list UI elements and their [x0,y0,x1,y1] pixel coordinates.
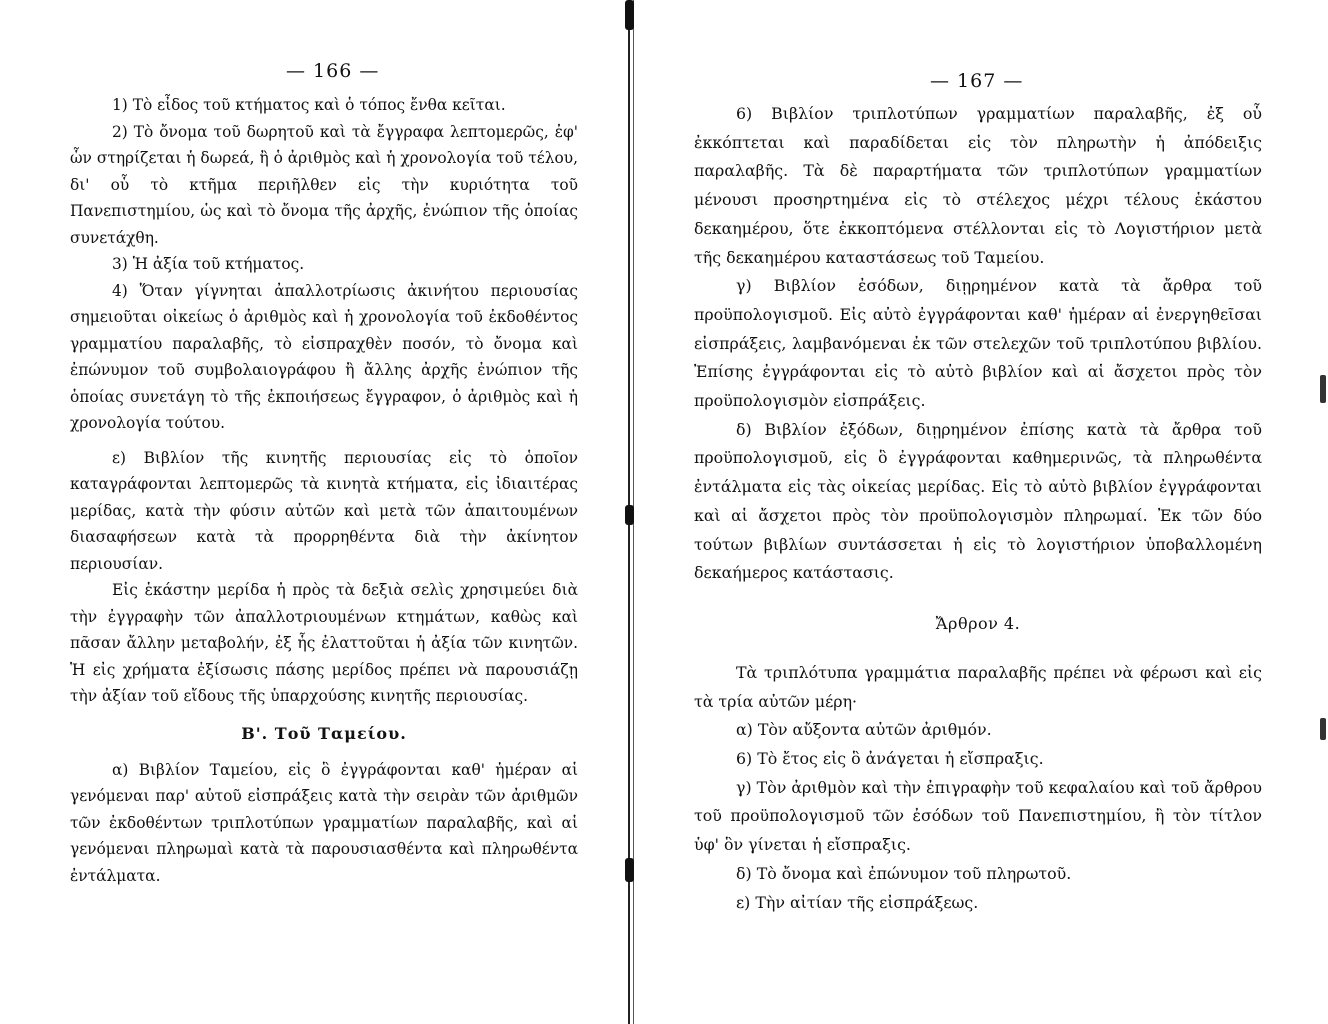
gutter-blot-middle [625,505,634,525]
left-paragraph-5: ε) Βιβλίον τῆς κινητῆς περιουσίας εἰς τὸ ὁποῖον καταγράφονται λεπτομερῶς τὰ κινητὰ κτήματα, εἰς ἰδιαιτέρας μερίδας, κατὰ τὴν φύσιν αὐτῶν καὶ μετὰ τῶν ἀπαιτουμένων διασαφήσεων κατὰ τὰ προρρηθέντα διὰ τὴν ἀκίνητον περιουσίαν. [70,448,578,573]
gutter-blot-top [625,0,634,30]
left-page-number: — 166 — [286,60,380,82]
left-page [0,0,626,1024]
right-page-number: — 167 — [930,70,1024,92]
section-heading: Β'. Τοῦ Ταμείου. [241,723,407,743]
gutter-blot-lower [625,858,634,882]
left-paragraph-7: α) Βιβλίον Ταμείου, εἰς ὃ ἐγγράφονται καθ' ἡμέραν αἱ γενόμεναι παρ' αὐτοῦ εἰσπράξεις κατὰ τὴν σειρὰν τῶν ἀριθμῶν τῶν ἐκδοθέντων τριπλοτύπων γραμματίων παραλαβῆς, καὶ αἱ γενόμεναι πληρωμαὶ κατὰ τὰ παρουσιασθέντα καὶ πληρωθέντα ἐντάλματα. [70,760,578,885]
left-paragraph-3: 3) Ἡ ἀξία τοῦ κτήματος. [112,255,305,273]
left-paragraph-6: Εἰς ἑκάστην μερίδα ἡ πρὸς τὰ δεξιὰ σελὶς χρησιμεύει διὰ τὴν ἐγγραφὴν τῶν ἀπαλλοτριουμένων κτημάτων, καθὼς καὶ πᾶσαν ἄλλην μεταβολήν, ἐξ ἧς ἐλαττοῦται ἡ ἀξία τῶν κινητῶν. Ἡ εἰς χρήματα ἐξίσωσις πάσης μερίδος πρέπει νὰ παρουσιάζῃ τὴν ἀξίαν τοῦ εἴδους τῆς ὑπαρχούσης κινητῆς περιουσίας. [70,581,578,705]
right-edge-mark-2 [1320,718,1326,740]
right-paragraph-4: Τὰ τριπλότυπα γραμμάτια παραλαβῆς πρέπει νὰ φέρωσι καὶ εἰς τὰ τρία αὐτῶν μέρη· [694,662,1262,711]
right-paragraph-2: γ) Βιβλίον ἐσόδων, διῃρημένον κατὰ τὰ ἄρθρα τοῦ προϋπολογισμοῦ. Εἰς αὐτὸ ἐγγράφονται καθ' ἡμέραν αἱ ἐνεργηθεῖσαι εἰσπράξεις, λαμβανόμεναι ἐκ τῶν στελεχῶν τοῦ τριπλοτύπου βιβλίου. Ἐπίσης ἐγγράφονται εἰς τὸ αὐτὸ βιβλίον καὶ αἱ ἄσχετοι πρὸς τὸν προϋπολογισμὸν εἰσπράξεις. [694,276,1262,411]
left-paragraph-1: 1) Τὸ εἶδος τοῦ κτήματος καὶ ὁ τόπος ἔνθα κεῖται. [112,96,506,114]
right-edge-mark-1 [1320,375,1326,403]
left-paragraph-2: 2) Τὸ ὄνομα τοῦ δωρητοῦ καὶ τὰ ἔγγραφα λεπτομερῶς, ἐφ' ὧν στηρίζεται ἡ δωρεά, ἢ ὁ ἀριθμὸς καὶ ἡ χρονολογία τοῦ τέλου, δι' οὗ τὸ κτῆμα περιῆλθεν εἰς τὴν κυριότητα τοῦ Πανεπιστημίου, ὡς καὶ τὸ ὄνομα τῆς ἀρχῆς, ἐνώπιον τῆς ὁποίας συνετάχθη. [70,122,578,247]
right-list-item-d: δ) Τὸ ὄνομα καὶ ἐπώνυμον τοῦ πληρωτοῦ. [736,863,1072,883]
left-page-text [70,92,578,889]
right-list-item-e: ε) Τὴν αἰτίαν τῆς εἰσπράξεως. [736,892,979,912]
right-page [634,0,1328,1024]
right-paragraph-1: 6) Βιβλίον τριπλοτύπων γραμματίων παραλαβῆς, ἐξ οὗ ἐκκόπτεται καὶ παραδίδεται εἰς τὸν πληρωτὴν ἡ ἀπόδειξις παραλαβῆς. Τὰ δὲ παραρτήματα τῶν τριπλοτύπων γραμματίων μένουσι προσηρτημένα εἰς τὸ στέλεχος μέχρι τέλους ἑκάστου δεκαημέρου, ὅτε ἐκκοπτόμενα στέλλονται εἰς τὸ Λογιστήριον μετὰ τῆς δεκαημέρου καταστάσεως τοῦ Ταμείου. [694,104,1262,267]
right-page-text [694,100,1262,917]
right-paragraph-3: δ) Βιβλίον ἐξόδων, διῃρημένον ἐπίσης κατὰ τὰ ἄρθρα τοῦ προϋπολογισμοῦ, εἰς ὃ ἐγγράφονται καθημερινῶς, τὰ πληρωθέντα ἐντάλματα εἰς τὰς οἰκείας μερίδας. Εἰς τὸ αὐτὸ βιβλίον ἐγγράφονται καὶ αἱ ἄσχετοι πρὸς τὸν προϋπολογισμὸν πληρωμαί. Ἐκ τῶν δύο τούτων βιβλίων συντάσσεται ἡ εἰς τὸ λογιστήριον ὑποβαλλομένη δεκαήμερος κατάστασις. [694,419,1262,583]
right-list-item-a: α) Τὸν αὔξοντα αὐτῶν ἀριθμόν. [736,720,992,740]
left-paragraph-4: 4) Ὅταν γίγνηται ἀπαλλοτρίωσις ἀκινήτου περιουσίας σημειοῦται οἰκείως ὁ ἀριθμὸς καὶ ἡ χρονολογία τοῦ ἐκδοθέντος γραμματίου παραλαβῆς, τὸ εἰσπραχθὲν ποσόν, τὸ ὄνομα καὶ ἐπώνυμον τοῦ συμβολαιογράφου ἢ ἄλλης ἀρχῆς ἐνώπιον τῆς ὁποίας συνετάγη τὸ τῆς ἐκποιήσεως ἔγγραφον, ὁ ἀριθμὸς καὶ ἡ χρονολογία τούτου. [70,281,578,432]
right-list-item-b: 6) Τὸ ἔτος εἰς ὃ ἀνάγεται ἡ εἴσπραξις. [736,749,1044,769]
article-title: Ἄρθρον 4. [935,613,1021,633]
right-list-item-c: γ) Τὸν ἀριθμὸν καὶ τὴν ἐπιγραφὴν τοῦ κεφαλαίου καὶ τοῦ ἄρθρου τοῦ προϋπολογισμοῦ τῶν ἐσόδων τοῦ Πανεπιστημίου, ἢ τὸν τίτλον ὑφ' ὃν γίνεται ἡ εἴσπραξις. [694,777,1262,855]
